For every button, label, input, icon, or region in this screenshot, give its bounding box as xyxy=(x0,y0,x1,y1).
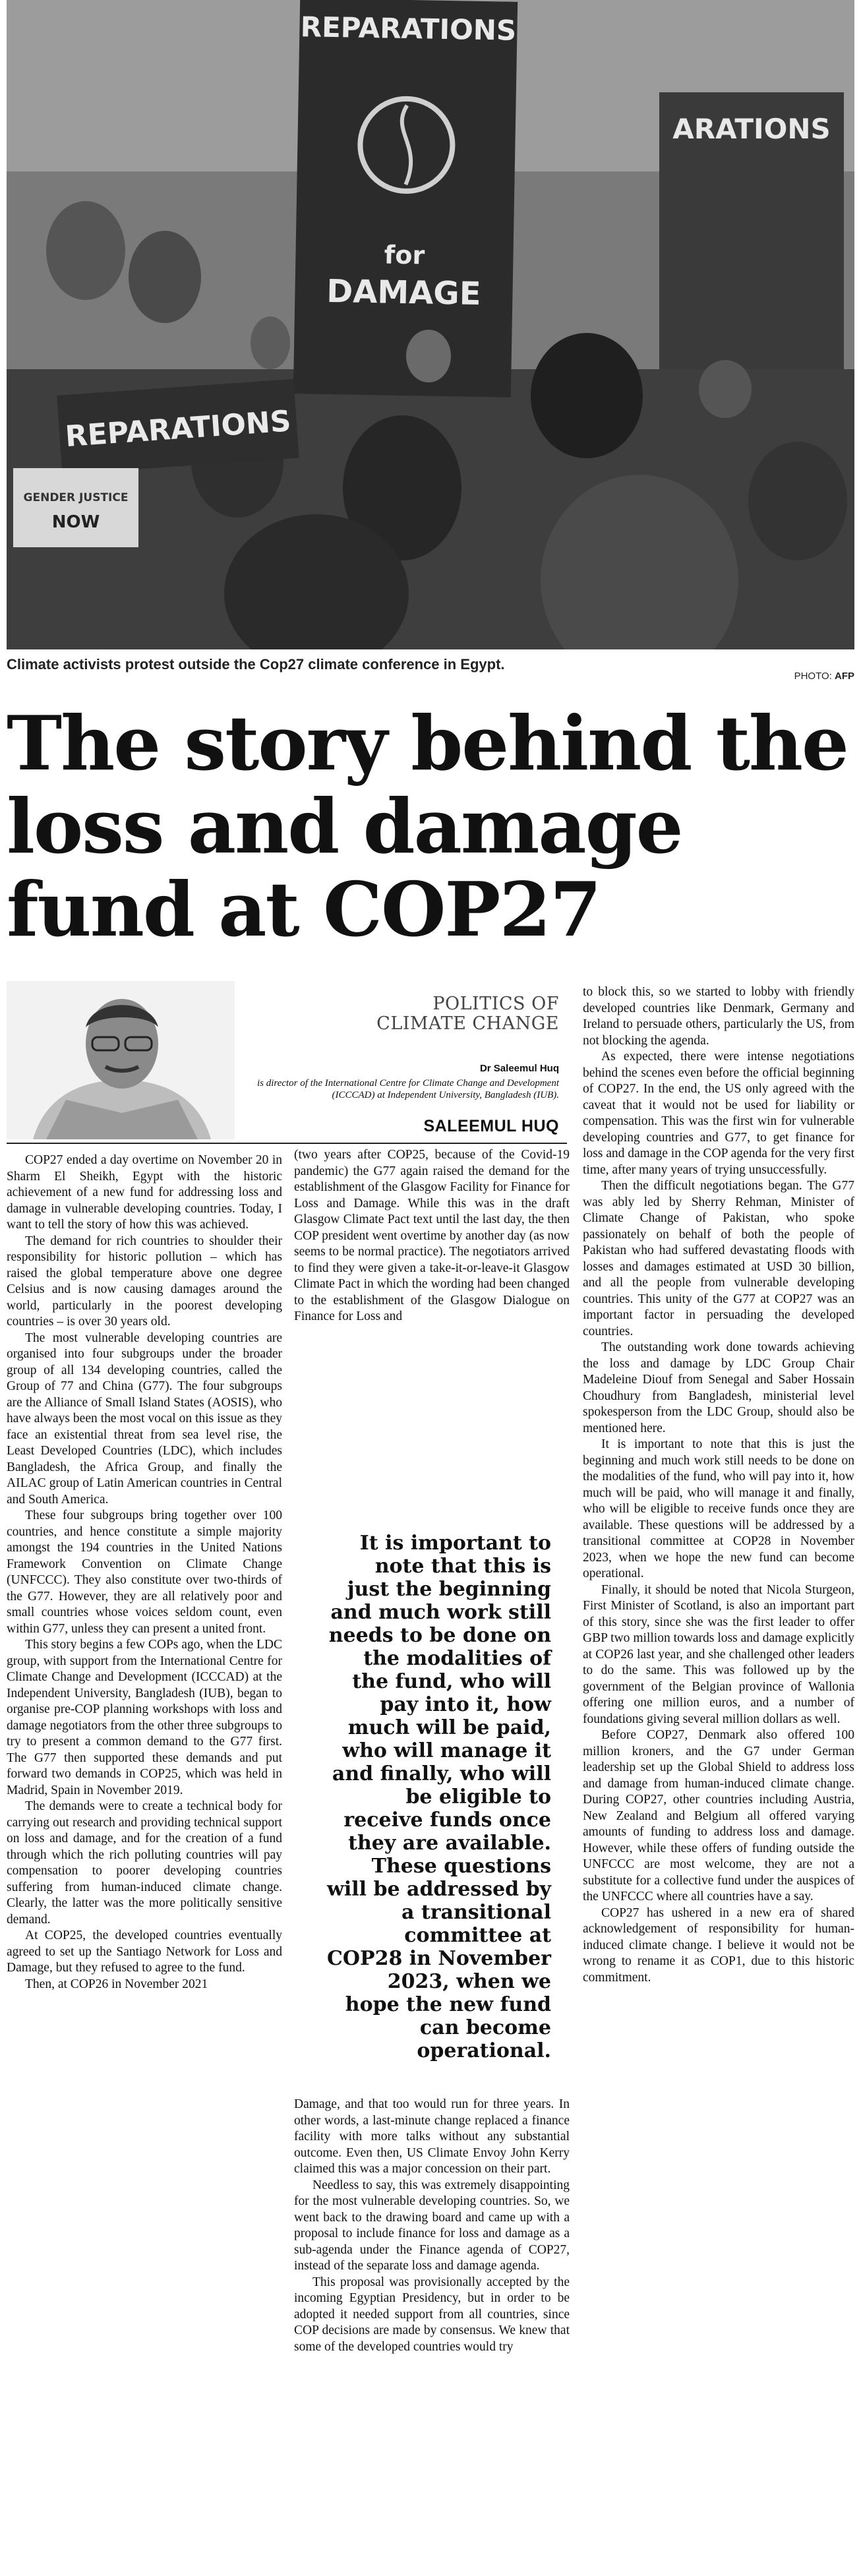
article-column-3 xyxy=(583,984,854,1986)
sign-damage: DAMAGE xyxy=(326,272,482,313)
paragraph: This story begins a few COPs ago, when the LDC group, with support from the International Centre for Climate Change and Development (ICCCAD) at the Independent University, Bangladesh (IUB), began to organise pre-COP planning workshops with loss and damage negotiators from the other three subgroups to try to present a common demand to the G77 first. The G77 then supported these demands and put forward two demands in COP25, which was held in Madrid, Spain in November 2019. xyxy=(7,1638,282,1797)
byline: SALEEMUL HUQ xyxy=(423,1117,559,1135)
paragraph: Then the difficult negotiations began. The G77 was ably led by Sherry Rehman, Minister of Climate Change of Pakistan, who spoke passionately on behalf of both the people of Pakistan who had suffered devastating floods with losses and damages estimated at USD 30 billion, and all the people from vulnerable developing countries. This unity of the G77 at COP27 was an important factor in persuading the developed countries. xyxy=(583,1179,854,1338)
paragraph: (two years after COP25, because of the Covid-19 pandemic) the G77 again raised the demand for the establishment of the Glasgow Facility for Finance for Loss and Damage. While this was in the draft Glasgow Climate Pact text until the last day, the then COP president went overtime by another day (as now seems to be normal practice). The negotiators arrived to find they were given a take-it-or-leave-it Glasgow Climate Pact in which the wording had been changed to the establishment of the Glasgow Dialogue on Finance for Loss and xyxy=(294,1148,570,1323)
article-headline: The story behind the loss and damage fund at COP27 xyxy=(7,700,848,953)
photo-caption: Climate activists protest outside the Cop27 climate conference in Egypt. xyxy=(7,656,505,673)
photo-credit-source: AFP xyxy=(835,671,854,682)
sign-gender-justice: GENDER JUSTICE xyxy=(23,491,129,504)
author-portrait xyxy=(7,981,235,1139)
sign-reparations-left: REPARATIONS xyxy=(64,404,293,454)
column-tag-line-2: CLIMATE CHANGE xyxy=(376,1013,559,1034)
paragraph: This proposal was provisionally accepted by the incoming Egyptian Presidency, but in order to be adopted it needed support from all countries, since COP decisions are made by consensus. We knew that some of the developed countries would try xyxy=(294,2275,570,2354)
paragraph: The demands were to create a technical body for carrying out research and providing technical support on loss and damage, and for the creation of a fund through which the rich polluting countries will pay compensation to poorer developing countries suffering from human-induced climate change. Clearly, the latter was the more politically sensitive demand. xyxy=(7,1799,282,1927)
paragraph: Before COP27, Denmark also offered 100 million kroners, and the G7 under German leadership set up the Global Shield to address loss and damage from human-induced climate change. During COP27, other countries including Austria, New Zealand and Belgium all offered varying amounts of funding to address loss and damage. However, while these offers of funding outside the UNFCCC are most welcome, they are not a substitute for a collective fund under the auspices of the UNFCCC where all countries have a say. xyxy=(583,1728,854,1903)
paragraph: As expected, there were intense negotiations behind the scenes even before the official beginning of COP27. In the end, the US only agreed with the caveat that it would not be used for liability or compensation. This was the first win for vulnerable developing countries and G77, to get finance for loss and damage in the COP agenda for the very first time, after many years of trying unsuccessfully. xyxy=(583,1050,854,1177)
paragraph: COP27 ended a day overtime on November 20 in Sharm El Sheikh, Egypt with the historic achievement of a new fund for addressing loss and damage in vulnerable developing countries. Today, I want to tell the story of how this was achieved. xyxy=(7,1153,282,1232)
byline-rule xyxy=(7,1143,567,1144)
paragraph: Finally, it should be noted that Nicola Sturgeon, First Minister of Scotland, is also an important part of this story, since she was the first leader to offer GBP two million towards loss and damage explicitly at COP26 last year, and she challenged other leaders to do the same. This was followed up by the government of the Belgian province of Wallonia offering one million euros, and a number of foundations giving several million dollars as well. xyxy=(583,1582,854,1726)
paragraph: COP27 has ushered in a new era of shared acknowledgement of responsibility for human-induced climate change. I believe it would not be wrong to rename it as COP1, due to this historic commitment. xyxy=(583,1905,854,1985)
sign-reparations-main: REPARATIONS xyxy=(300,11,517,47)
paragraph: These four subgroups bring together over 100 countries, and hence constitute a simple majority amongst the 194 countries in the United Nations Framework Convention on Climate Change (UNFCCC). They also constitute over two-thirds of the G77. However, they are all relatively poor and small countries whose voices seldom count, even within G77, unless they can present a united front. xyxy=(7,1509,282,1636)
paragraph: The outstanding work done towards achieving the loss and damage by LDC Group Chair Madeleine Diouf from Senegal and Saber Hossain Choudhury from Bangladesh, ministerial level spokesperson from the LDC Group, should also be mentioned here. xyxy=(583,1340,854,1435)
photo-credit xyxy=(794,671,854,682)
photo-credit-label: PHOTO: xyxy=(794,671,832,682)
author-name: Dr Saleemul Huq xyxy=(479,1063,559,1074)
paragraph: It is important to note that this is just the beginning and much work still needs to be done on the modalities of the fund, who will pay into it, how much will be paid, who will manage it and finally, who will be eligible to receive funds once they are available. These questions will be addressed by a transitional committee at COP28 in November 2023, when we hope the new fund can become operational. xyxy=(583,1437,854,1580)
author-photo xyxy=(7,981,235,1139)
paragraph: to block this, so we started to lobby with friendly developed countries like Denmark, Germany and Ireland to persuade others, particularly the US, from not blocking the agenda. xyxy=(583,985,854,1048)
pull-quote: It is important to note that this is just the beginning and much work still needs to be done on the modalities of the fund, who will pay into it, how much will be paid, who will manage it and finally, who will be eligible to receive funds once they are available. These questions will be addressed by a transitional committee at COP28 in November 2023, when we hope the new fund can become operational. xyxy=(327,1532,551,2062)
paragraph: At COP25, the developed countries eventually agreed to set up the Santiago Network for Loss and Damage, but they refused to agree to the fund. xyxy=(7,1929,282,1975)
article-column-2-top xyxy=(294,1147,570,1325)
author-bio: is director of the International Centre for Climate Change and Development (ICCCAD) at Independent University, Bangladesh (IUB). xyxy=(257,1078,559,1100)
protest-photo xyxy=(7,0,854,649)
sign-now: NOW xyxy=(51,512,100,532)
column-tag xyxy=(244,994,559,1034)
protest-photo-illustration xyxy=(7,0,854,649)
article-column-2-bottom xyxy=(294,2097,570,2355)
sign-for: for xyxy=(384,240,425,270)
paragraph: Needless to say, this was extremely disappointing for the most vulnerable developing countries. So, we went back to the drawing board and came up with a proposal to include finance for loss and damage as a sub-agenda under the Finance agenda of COP27, instead of the separate loss and damage agenda. xyxy=(294,2178,570,2273)
paragraph: Then, at COP26 in November 2021 xyxy=(25,1977,208,1991)
column-tag-line-1: POLITICS OF xyxy=(432,994,559,1014)
paragraph: The demand for rich countries to shoulder their responsibility for historic pollution – which has raised the global temperature above one degree Celsius and is now causing damages around the world, particularly in the poorest developing countries – is over 30 years old. xyxy=(7,1234,282,1329)
sign-reparations-right: ARATIONS xyxy=(672,113,831,145)
paragraph: The most vulnerable developing countries are organised into four subgroups under the broader group of all 134 developing countries, called the Group of 77 and China (G77). The four subgroups are the Alliance of Small Island States (AOSIS), who have always been the most vocal on this issue as they face an existential threat from sea level rise, the Least Developed Countries (LDC), which includes Bangladesh, the Africa Group, and finally the AILAC group of Latin American countries in Central and South America. xyxy=(7,1331,282,1507)
paragraph: Damage, and that too would run for three years. In other words, a last-minute change replaced a finance facility with more talks without any substantial outcome. Even then, US Climate Envoy John Kerry claimed this was a major concession on their part. xyxy=(294,2097,570,2176)
article-column-1 xyxy=(7,1153,282,1992)
